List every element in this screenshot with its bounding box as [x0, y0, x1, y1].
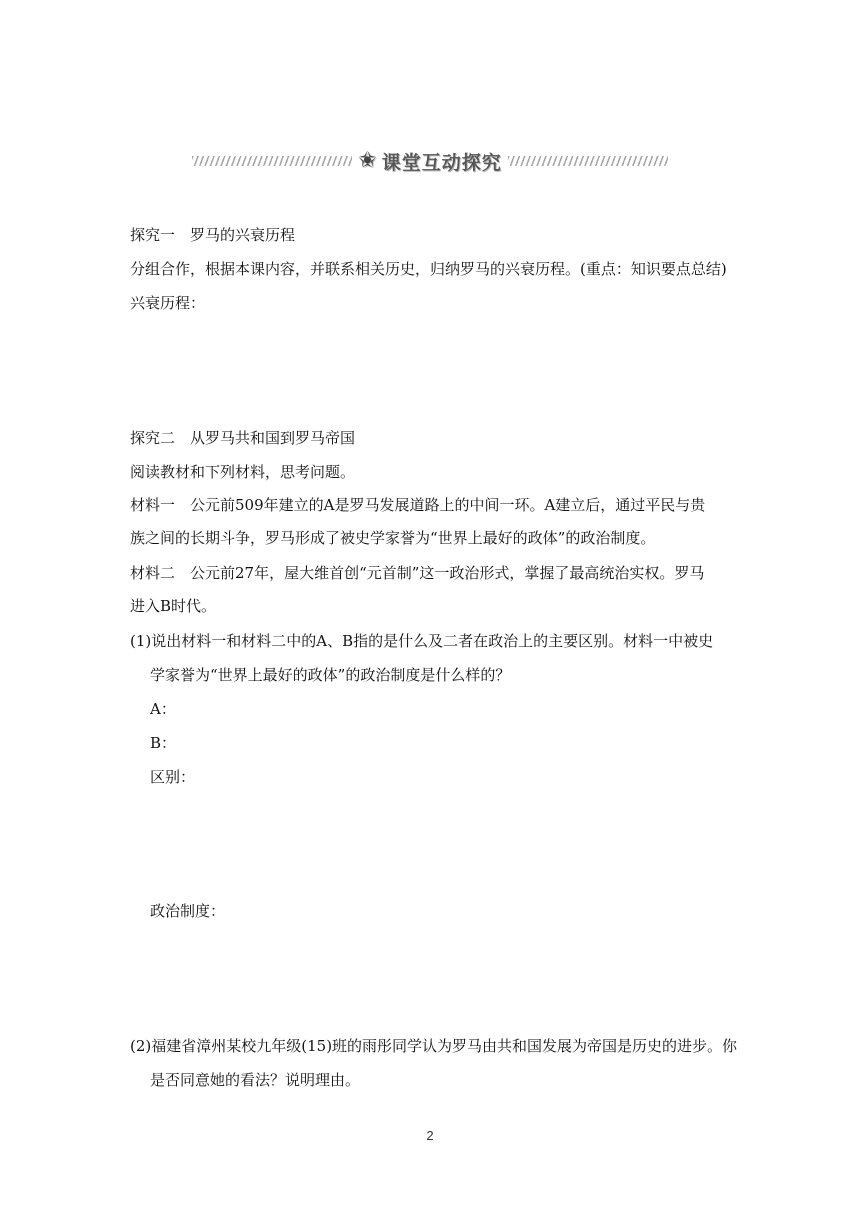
answer-system-label: 政治制度： [150, 902, 226, 920]
section-banner [186, 144, 674, 178]
star-cluster-icon: ✬ [358, 148, 378, 173]
section2-heading: 探究二 从罗马共和国到罗马帝国 [130, 429, 356, 447]
question2-line2: 是否同意她的看法？说明理由。 [150, 1071, 361, 1089]
banner-title-text: 课堂互动探究 [381, 151, 502, 174]
material1-line1: 材料一 公元前509年建立的A是罗马发展道路上的中间一环。A建立后，通过平民与贵 [130, 496, 706, 514]
question1-line1: (1)说出材料一和材料二中的A、B指的是什么及二者在政治上的主要区别。材料一中被史 [130, 632, 714, 650]
section1-instruction: 分组合作，根据本课内容，并联系相关历史，归纳罗马的兴衰历程。(重点：知识要点总结) [130, 260, 727, 278]
section2-instruction: 阅读教材和下列材料，思考问题。 [130, 463, 356, 481]
question2-line1: (2)福建省漳州某校九年级(15)班的雨彤同学认为罗马由共和国发展为帝国是历史的进步。你 [130, 1037, 738, 1055]
answer-difference-label: 区别： [150, 768, 196, 786]
section1-answer-label: 兴衰历程： [130, 294, 206, 312]
answer-a-label: A： [150, 700, 176, 718]
question1-line2: 学家誉为“世界上最好的政体”的政治制度是什么样的？ [150, 666, 511, 684]
answer-b-label: B： [150, 734, 177, 752]
section1-heading: 探究一 罗马的兴衰历程 [130, 226, 296, 244]
banner-hatch-right [508, 156, 668, 166]
material2-line2: 进入B时代。 [130, 597, 217, 615]
material1-line2: 族之间的长期斗争，罗马形成了被史学家誉为“世界上最好的政体”的政治制度。 [130, 529, 656, 547]
material2-line1: 材料二 公元前27年，屋大维首创“元首制”这一政治形式，掌握了最高统治实权。罗马 [130, 564, 705, 582]
banner-hatch-left [192, 156, 352, 166]
page-number: 2 [426, 1128, 434, 1143]
banner-title [358, 148, 501, 175]
